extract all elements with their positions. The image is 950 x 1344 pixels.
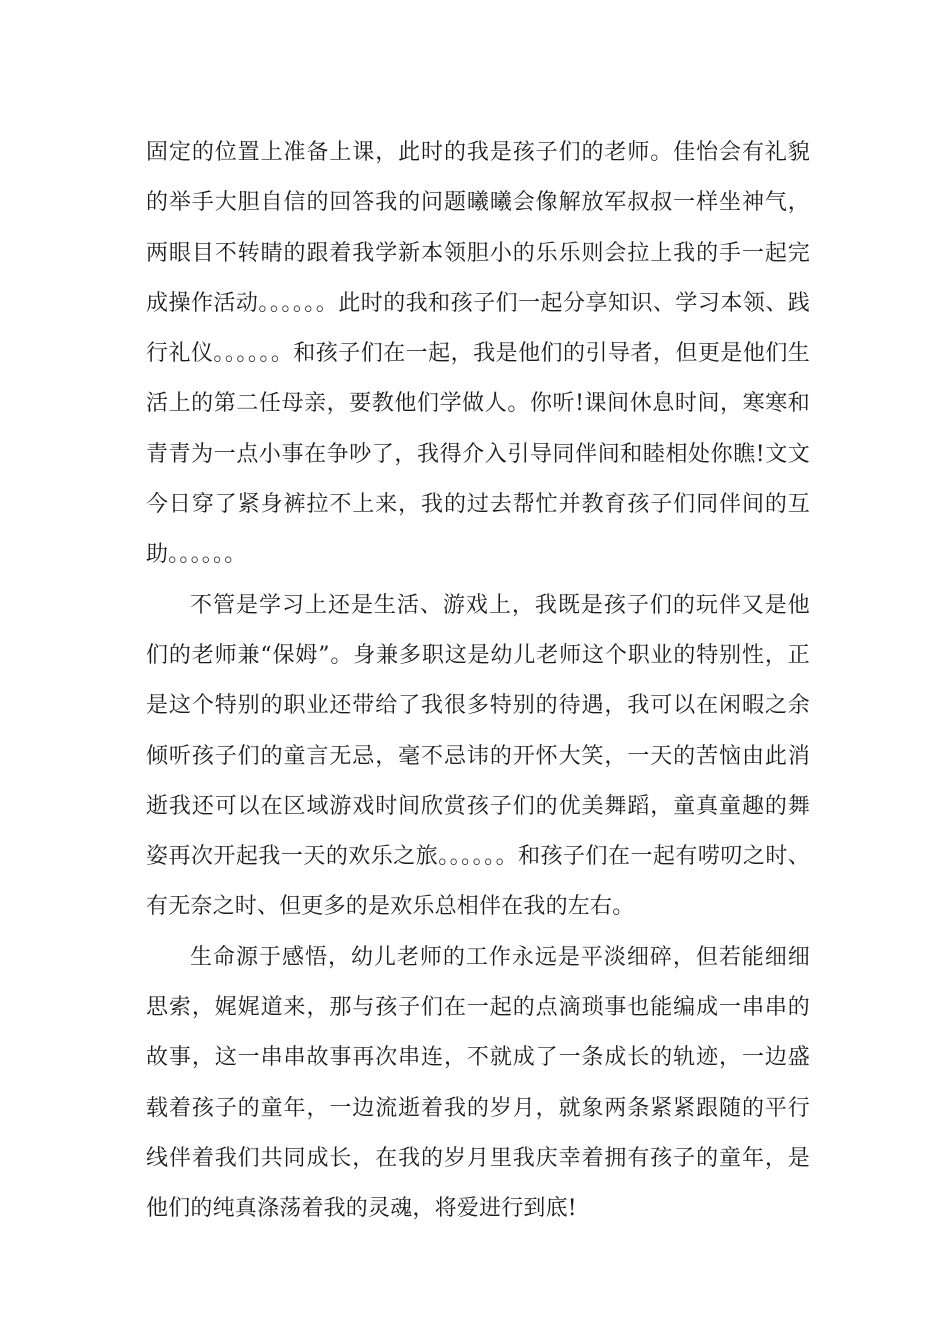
paragraph-conclusion: 生命源于感悟，幼儿老师的工作永远是平淡细碎，但若能细细思索，娓娓道来，那与孩子们在一起的点滴琐事也能编成一串串的故事，这一串串故事再次串连，不就成了一条成长的轨迹，一边盛载着孩子的童年，一边流逝着我的岁月，就象两条紧紧跟随的平行线伴着我们共同成长，在我的岁月里我庆幸着拥有孩子的童年，是他们的纯真涤荡着我的灵魂，将爱进行到底! [146, 944, 810, 1222]
paragraph-roles: 不管是学习上还是生活、游戏上，我既是孩子们的玩伴又是他们的老师兼“保姆”。身兼多职这是幼儿老师这个职业的特别性，正是这个特别的职业还带给了我很多特别的待遇，我可以在闲暇之余倾听孩子们的童言无忌，毫不忌讳的开怀大笑，一天的苦恼由此消逝我还可以在区域游戏时间欣赏孩子们的优美舞蹈，童真童趣的舞姿再次开起我一天的欢乐之旅。。。。。。和孩子们在一起有唠叨之时、有无奈之时、但更多的是欢乐总相伴在我的左右。 [146, 592, 810, 920]
paragraph-continuation: 固定的位置上准备上课，此时的我是孩子们的老师。佳怡会有礼貌的举手大胆自信的回答我的问题曦曦会像解放军叔叔一样坐神气，两眼目不转睛的跟着我学新本领胆小的乐乐则会拉上我的手一起完成操作活动。。。。。。此时的我和孩子们一起分享知识、学习本领、践行礼仪。。。。。。和孩子们在一起，我是他们的引导者，但更是他们生活上的第二任母亲，要教他们学做人。你听!课间休息时间，寒寒和青青为一点小事在争吵了，我得介入引导同伴间和睦相处你瞧!文文今日穿了紧身裤拉不上来，我的过去帮忙并教育孩子们同伴间的互助。。。。。。 [146, 140, 810, 568]
body-text [146, 128, 810, 1235]
